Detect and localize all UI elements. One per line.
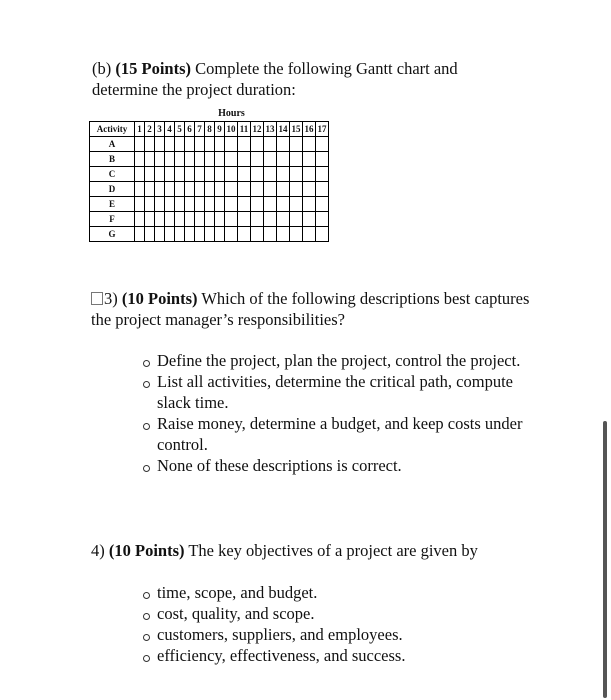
gantt-cell[interactable] — [303, 212, 316, 227]
gantt-cell[interactable] — [290, 212, 303, 227]
question-b-points: (15 Points) — [115, 59, 191, 78]
gantt-cell[interactable] — [205, 197, 215, 212]
gantt-cell[interactable] — [175, 167, 185, 182]
gantt-cell[interactable] — [205, 167, 215, 182]
gantt-hour-header: 13 — [264, 122, 277, 137]
gantt-cell[interactable] — [175, 182, 185, 197]
gantt-cell[interactable] — [316, 137, 329, 152]
gantt-row — [90, 212, 329, 227]
gantt-cell[interactable] — [215, 152, 225, 167]
gantt-cell[interactable] — [155, 137, 165, 152]
gantt-cell[interactable] — [251, 152, 264, 167]
gantt-cell[interactable] — [277, 182, 290, 197]
circle-bullet-icon — [143, 655, 150, 662]
gantt-cell[interactable] — [264, 212, 277, 227]
gantt-cell[interactable] — [303, 227, 316, 242]
gantt-cell[interactable] — [290, 182, 303, 197]
gantt-cell[interactable] — [175, 137, 185, 152]
gantt-activity-label: B — [90, 152, 135, 167]
gantt-cell[interactable] — [135, 182, 145, 197]
gantt-cell[interactable] — [175, 152, 185, 167]
gantt-cell[interactable] — [205, 227, 215, 242]
circle-bullet-icon — [143, 423, 150, 430]
gantt-cell[interactable] — [225, 137, 238, 152]
gantt-cell[interactable] — [135, 227, 145, 242]
option-label: time, scope, and budget. — [157, 583, 318, 602]
gantt-cell[interactable] — [185, 182, 195, 197]
question-4-number: 4) — [91, 541, 105, 560]
gantt-cell[interactable] — [155, 167, 165, 182]
gantt-cell[interactable] — [145, 152, 155, 167]
gantt-cell[interactable] — [264, 182, 277, 197]
gantt-cell[interactable] — [195, 137, 205, 152]
gantt-hour-header: 7 — [195, 122, 205, 137]
option-label: None of these descriptions is correct. — [157, 456, 402, 475]
option-item[interactable] — [143, 413, 523, 455]
circle-bullet-icon — [143, 381, 150, 388]
question-b-text — [92, 58, 522, 100]
gantt-cell[interactable] — [135, 137, 145, 152]
gantt-hour-header: 6 — [185, 122, 195, 137]
gantt-cell[interactable] — [145, 212, 155, 227]
gantt-cell[interactable] — [238, 167, 251, 182]
gantt-cell[interactable] — [185, 137, 195, 152]
gantt-cell[interactable] — [185, 197, 195, 212]
circle-bullet-icon — [143, 592, 150, 599]
gantt-hour-header: 14 — [277, 122, 290, 137]
gantt-hour-header: 11 — [238, 122, 251, 137]
gantt-cell[interactable] — [145, 227, 155, 242]
question-b-body: Complete the following Gantt chart and determine the project duration: — [92, 59, 458, 99]
gantt-cell[interactable] — [215, 212, 225, 227]
question-4-points: (10 Points) — [108, 541, 185, 560]
gantt-cell[interactable] — [316, 167, 329, 182]
gantt-cell[interactable] — [303, 137, 316, 152]
gantt-row — [90, 197, 329, 212]
gantt-cell[interactable] — [165, 212, 175, 227]
gantt-cell[interactable] — [238, 212, 251, 227]
gantt-hour-header: 9 — [215, 122, 225, 137]
gantt-activity-label: G — [90, 227, 135, 242]
gantt-hour-header: 4 — [165, 122, 175, 137]
gantt-cell[interactable] — [175, 197, 185, 212]
question-3-body: Which of the following descriptions best captures the project manager’s responsibilities? — [91, 289, 530, 329]
gantt-cell[interactable] — [185, 152, 195, 167]
gantt-cell[interactable] — [225, 227, 238, 242]
circle-bullet-icon — [143, 613, 150, 620]
gantt-cell[interactable] — [303, 152, 316, 167]
gantt-cell[interactable] — [185, 212, 195, 227]
gantt-row — [90, 182, 329, 197]
gantt-row — [90, 137, 329, 152]
gantt-cell[interactable] — [264, 137, 277, 152]
gantt-cell[interactable] — [135, 152, 145, 167]
option-item[interactable] — [143, 603, 523, 624]
option-label: List all activities, determine the critical path, compute slack time. — [157, 372, 513, 412]
gantt-cell[interactable] — [290, 227, 303, 242]
gantt-chart-table — [89, 105, 329, 242]
gantt-cell[interactable] — [155, 152, 165, 167]
gantt-cell[interactable] — [238, 197, 251, 212]
gantt-activity-label: A — [90, 137, 135, 152]
gantt-row — [90, 167, 329, 182]
question-3-number: 3) — [104, 289, 118, 308]
gantt-cell[interactable] — [277, 167, 290, 182]
gantt-cell[interactable] — [145, 182, 155, 197]
gantt-cell[interactable] — [225, 182, 238, 197]
gantt-cell[interactable] — [195, 227, 205, 242]
gantt-hour-header: 5 — [175, 122, 185, 137]
gantt-row — [90, 227, 329, 242]
gantt-cell[interactable] — [215, 137, 225, 152]
gantt-cell[interactable] — [165, 167, 175, 182]
gantt-hour-header: 12 — [251, 122, 264, 137]
gantt-cell[interactable] — [251, 212, 264, 227]
option-item[interactable] — [143, 371, 523, 413]
gantt-cell[interactable] — [145, 167, 155, 182]
gantt-cell[interactable] — [175, 212, 185, 227]
option-item[interactable] — [143, 350, 523, 371]
gantt-cell[interactable] — [145, 197, 155, 212]
question-3-text — [91, 288, 531, 330]
gantt-cell[interactable] — [303, 167, 316, 182]
gantt-cell[interactable] — [316, 197, 329, 212]
gantt-cell[interactable] — [277, 152, 290, 167]
gantt-cell[interactable] — [165, 227, 175, 242]
gantt-cell[interactable] — [155, 212, 165, 227]
gantt-cell[interactable] — [165, 137, 175, 152]
gantt-cell[interactable] — [290, 137, 303, 152]
gantt-hour-header: 1 — [135, 122, 145, 137]
gantt-cell[interactable] — [264, 167, 277, 182]
gantt-hour-header: 10 — [225, 122, 238, 137]
scrollbar[interactable] — [603, 421, 607, 698]
gantt-cell[interactable] — [205, 152, 215, 167]
option-label: Raise money, determine a budget, and keep costs under control. — [157, 414, 523, 454]
gantt-cell[interactable] — [316, 227, 329, 242]
gantt-cell[interactable] — [251, 227, 264, 242]
gantt-activity-label: F — [90, 212, 135, 227]
gantt-cell[interactable] — [155, 182, 165, 197]
gantt-cell[interactable] — [225, 167, 238, 182]
gantt-cell[interactable] — [290, 167, 303, 182]
gantt-cell[interactable] — [195, 197, 205, 212]
gantt-cell[interactable] — [195, 152, 205, 167]
gantt-cell[interactable] — [277, 197, 290, 212]
gantt-cell[interactable] — [205, 137, 215, 152]
option-item[interactable] — [143, 645, 523, 666]
gantt-cell[interactable] — [195, 182, 205, 197]
option-label: Define the project, plan the project, control the project. — [157, 351, 521, 370]
gantt-cell[interactable] — [175, 227, 185, 242]
question-4-body: The key objectives of a project are given by — [188, 541, 478, 560]
gantt-cell[interactable] — [277, 227, 290, 242]
gantt-blank-corner — [90, 105, 135, 122]
gantt-cell[interactable] — [225, 212, 238, 227]
gantt-activity-label: E — [90, 197, 135, 212]
gantt-cell[interactable] — [215, 227, 225, 242]
gantt-cell[interactable] — [215, 197, 225, 212]
gantt-cell[interactable] — [135, 167, 145, 182]
gantt-hour-header: 8 — [205, 122, 215, 137]
gantt-cell[interactable] — [135, 212, 145, 227]
gantt-cell[interactable] — [205, 212, 215, 227]
gantt-cell[interactable] — [290, 152, 303, 167]
option-label: customers, suppliers, and employees. — [157, 625, 403, 644]
question-4-text — [91, 540, 531, 561]
gantt-cell[interactable] — [316, 152, 329, 167]
gantt-cell[interactable] — [165, 197, 175, 212]
gantt-row — [90, 152, 329, 167]
gantt-cell[interactable] — [195, 212, 205, 227]
gantt-cell[interactable] — [290, 197, 303, 212]
option-label: cost, quality, and scope. — [157, 604, 315, 623]
gantt-hour-header: 17 — [316, 122, 329, 137]
gantt-cell[interactable] — [195, 167, 205, 182]
gantt-cell[interactable] — [238, 152, 251, 167]
gantt-cell[interactable] — [238, 182, 251, 197]
gantt-cell[interactable] — [264, 197, 277, 212]
circle-bullet-icon — [143, 360, 150, 367]
gantt-hour-header: 2 — [145, 122, 155, 137]
gantt-cell[interactable] — [316, 212, 329, 227]
gantt-cell[interactable] — [277, 137, 290, 152]
gantt-hour-header: 15 — [290, 122, 303, 137]
gantt-cell[interactable] — [155, 227, 165, 242]
gantt-cell[interactable] — [135, 197, 145, 212]
gantt-cell[interactable] — [185, 227, 195, 242]
circle-bullet-icon — [143, 634, 150, 641]
question-3-points: (10 Points) — [121, 289, 198, 308]
gantt-cell[interactable] — [238, 137, 251, 152]
gantt-cell[interactable] — [215, 182, 225, 197]
option-item[interactable] — [143, 582, 523, 603]
question-b-label: (b) — [92, 59, 112, 78]
gantt-cell[interactable] — [155, 197, 165, 212]
gantt-cell[interactable] — [251, 182, 264, 197]
option-item[interactable] — [143, 624, 523, 645]
gantt-cell[interactable] — [165, 182, 175, 197]
gantt-cell[interactable] — [277, 212, 290, 227]
option-item[interactable] — [143, 455, 523, 476]
gantt-cell[interactable] — [205, 182, 215, 197]
option-label: efficiency, effectiveness, and success. — [157, 646, 406, 665]
gantt-cell[interactable] — [251, 167, 264, 182]
gantt-cell[interactable] — [185, 167, 195, 182]
gantt-cell[interactable] — [145, 137, 155, 152]
gantt-cell[interactable] — [215, 167, 225, 182]
circle-bullet-icon — [143, 465, 150, 472]
gantt-cell[interactable] — [165, 152, 175, 167]
gantt-cell[interactable] — [303, 182, 316, 197]
gantt-cell[interactable] — [251, 137, 264, 152]
gantt-hour-header: 3 — [155, 122, 165, 137]
gantt-hours-title: Hours — [218, 107, 245, 119]
gantt-activity-label: C — [90, 167, 135, 182]
gantt-cell[interactable] — [264, 227, 277, 242]
gantt-hour-header: 16 — [303, 122, 316, 137]
checkbox-icon[interactable] — [91, 292, 103, 305]
gantt-cell[interactable] — [316, 182, 329, 197]
gantt-activity-header: Activity — [90, 122, 135, 137]
question-3-options — [143, 350, 523, 476]
gantt-activity-label: D — [90, 182, 135, 197]
gantt-cell[interactable] — [238, 227, 251, 242]
gantt-cell[interactable] — [225, 152, 238, 167]
gantt-cell[interactable] — [225, 197, 238, 212]
gantt-cell[interactable] — [251, 197, 264, 212]
question-4-options — [143, 582, 523, 666]
gantt-cell[interactable] — [303, 197, 316, 212]
gantt-cell[interactable] — [264, 152, 277, 167]
